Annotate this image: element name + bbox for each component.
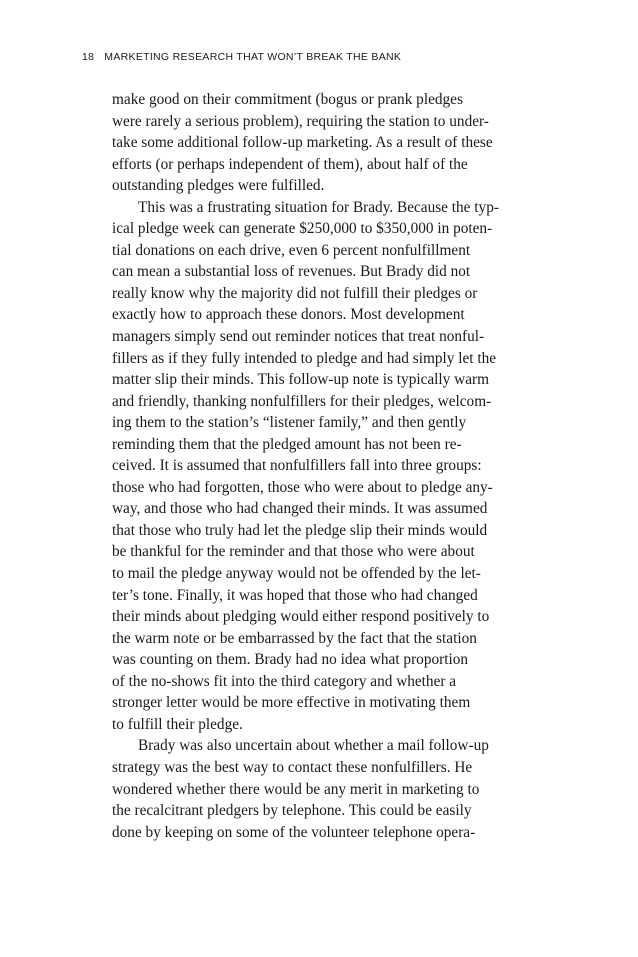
text-line: ceived. It is assumed that nonfulfillers fall into three groups:	[112, 457, 482, 475]
text-line: efforts (or perhaps independent of them), about half of the	[112, 155, 468, 173]
text-line: wondered whether there would be any merit in marketing to	[112, 780, 480, 798]
text-line: way, and those who had changed their minds. It was assumed	[112, 500, 488, 518]
text-line: managers simply send out reminder notices that treat nonful-	[112, 328, 485, 346]
text-line: take some additional follow-up marketing. As a result of these	[112, 134, 493, 152]
text-line: of the no-shows fit into the third category and whether a	[112, 672, 457, 690]
text-line: was counting on them. Brady had no idea what proportion	[112, 651, 469, 669]
text-line: and friendly, thanking nonfulfillers for their pledges, welcom-	[112, 392, 492, 410]
text-line: stronger letter would be more effective in motivating them	[112, 694, 471, 712]
body-text	[112, 89, 548, 843]
text-line: those who had forgotten, those who were about to pledge any-	[112, 478, 493, 496]
text-line: that those who truly had let the pledge slip their minds would	[112, 521, 488, 539]
text-line: make good on their commitment (bogus or prank pledges	[112, 91, 463, 108]
text-line: reminding them that the pledged amount has not been re-	[112, 435, 462, 453]
text-line: to fulfill their pledge.	[112, 715, 243, 733]
text-line: exactly how to approach these donors. Most development	[112, 306, 465, 324]
text-line: outstanding pledges were fulfilled.	[112, 177, 325, 195]
text-line: matter slip their minds. This follow-up note is typically warm	[112, 371, 489, 389]
text-line: tial donations on each drive, even 6 percent nonfulfillment	[112, 241, 471, 259]
text-line: the warm note or be embarrassed by the fact that the station	[112, 629, 477, 647]
page-number: 18	[82, 51, 95, 63]
text-line: the recalcitrant pledgers by telephone. This could be easily	[112, 802, 472, 820]
text-line: ical pledge week can generate $250,000 to $350,000 in poten-	[112, 220, 493, 238]
text-line: ter’s tone. Finally, it was hoped that those who had changed	[112, 586, 478, 604]
text-line: really know why the majority did not fulfill their pledges or	[112, 284, 478, 302]
paragraph-start-line: This was a frustrating situation for Brady. Because the typ-	[138, 198, 499, 216]
text-line: fillers as if they fully intended to pledge and had simply let the	[112, 349, 497, 367]
paragraph-start-line: Brady was also uncertain about whether a mail follow-up	[138, 737, 489, 755]
text-line: be thankful for the reminder and that those who were about	[112, 543, 475, 561]
text-line: can mean a substantial loss of revenues. But Brady did not	[112, 263, 471, 281]
text-line: done by keeping on some of the volunteer telephone opera-	[112, 823, 476, 841]
text-line: their minds about pledging would either respond positively to	[112, 608, 490, 626]
running-title: MARKETING RESEARCH THAT WON’T BREAK THE BANK	[104, 51, 402, 63]
text-line: were rarely a serious problem), requiring the station to under-	[112, 112, 489, 130]
running-header	[82, 51, 401, 63]
text-line: ing them to the station’s “listener family,” and then gently	[112, 414, 467, 432]
text-line: to mail the pledge anyway would not be offended by the let-	[112, 565, 481, 583]
text-line: strategy was the best way to contact these nonfulfillers. He	[112, 758, 473, 776]
